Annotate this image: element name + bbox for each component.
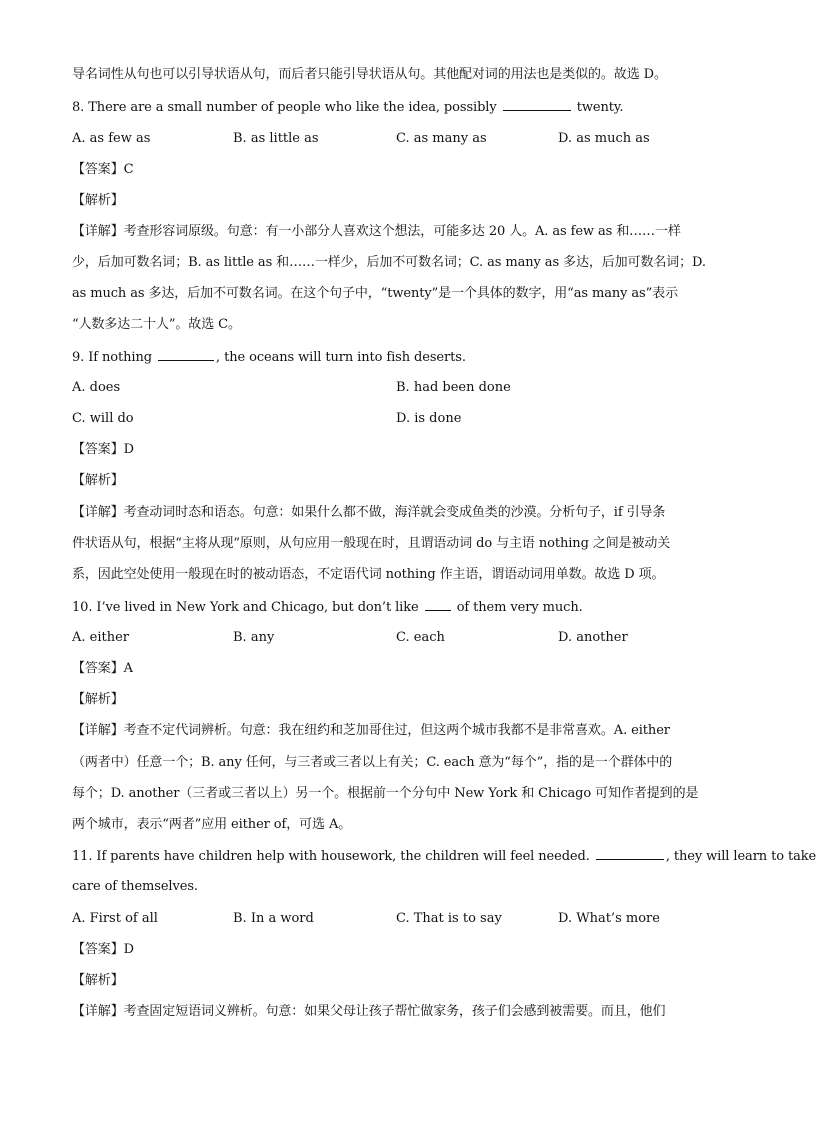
- question-9-stem-end: , the oceans will turn into fish deserts.: [216, 350, 466, 365]
- question-11-stem-continued: care of themselves.: [72, 879, 198, 894]
- question-10-detail-line: 每个；D. another（三者或三者以上）另一个。根据前一个分句中 New York 和 Chicago 可知作者提到的是: [72, 786, 699, 801]
- answer-blank: [503, 98, 571, 111]
- question-9-option-b: B. had been done: [396, 380, 511, 395]
- question-9-stem: [72, 348, 724, 367]
- question-8-detail-line: “人数多达二十人”。故选 C。: [72, 317, 241, 332]
- question-8-detail-line: 少，后加可数名词；B. as little as 和……一样少，后加不可数名词；C. as many as 多达，后加可数名词；D.: [72, 255, 706, 270]
- question-11-answer: 【答案】D: [72, 942, 134, 957]
- question-10-answer: 【答案】A: [72, 661, 133, 676]
- question-10-option-b: B. any: [233, 630, 275, 645]
- question-8-option-a: A. as few as: [72, 131, 151, 146]
- question-11-detail-line: 【详解】考查固定短语词义辨析。句意：如果父母让孩子帮忙做家务，孩子们会感到被需要。而且，他们: [72, 1004, 666, 1019]
- question-9-stem-start: 9. If nothing: [72, 350, 152, 365]
- question-9-option-d: D. is done: [396, 411, 462, 426]
- answer-blank: [425, 598, 451, 611]
- question-10-detail-line: 两个城市，表示“两者”应用 either of，可选 A。: [72, 817, 352, 832]
- question-8-stem: [72, 98, 724, 117]
- question-8-analysis-label: 【解析】: [72, 193, 124, 208]
- answer-blank: [596, 847, 664, 860]
- question-8-stem-end: twenty.: [576, 100, 624, 115]
- question-8-stem-start: 8. There are a small number of people who like the idea, possibly: [72, 100, 497, 115]
- question-10-detail-line: （两者中）任意一个；B. any 任何，与三者或三者以上有关；C. each 意为“每个”，指的是一个群体中的: [72, 755, 673, 770]
- question-8-detail-line: 【详解】考查形容词原级。句意：有一小部分人喜欢这个想法，可能多达 20 人。A. as few as 和……一样: [72, 224, 681, 239]
- question-9-option-a: A. does: [72, 380, 121, 395]
- question-10-stem-start: 10. I’ve lived in New York and Chicago, but don’t like: [72, 600, 419, 615]
- question-10-analysis-label: 【解析】: [72, 692, 124, 707]
- question-9-detail-line: 件状语从句，根据“主将从现”原则，从句应用一般现在时，且谓语动词 do 与主语 nothing 之间是被动关: [72, 536, 671, 551]
- question-11-option-b: B. In a word: [233, 911, 314, 926]
- question-9-detail-line: 【详解】考查动词时态和语态。句意：如果什么都不做，海洋就会变成鱼类的沙漠。分析句子，if 引导条: [72, 505, 666, 520]
- question-11-stem: [72, 847, 816, 866]
- question-8-option-b: B. as little as: [233, 131, 319, 146]
- question-10-option-c: C. each: [396, 630, 445, 645]
- question-11-analysis-label: 【解析】: [72, 973, 124, 988]
- question-8-answer: 【答案】C: [72, 162, 134, 177]
- intro-text: 导名词性从句也可以引导状语从句，而后者只能引导状语从句。其他配对词的用法也是类似的。故选 D。: [72, 67, 667, 82]
- question-8-option-c: C. as many as: [396, 131, 487, 146]
- question-11-stem-start: 11. If parents have children help with housework, the children will feel needed.: [72, 849, 590, 864]
- question-9-option-c: C. will do: [72, 411, 134, 426]
- answer-blank: [158, 348, 214, 361]
- question-10-option-a: A. either: [72, 630, 130, 645]
- question-11-option-a: A. First of all: [72, 911, 158, 926]
- question-8-option-d: D. as much as: [558, 131, 650, 146]
- question-10-stem-end: of them very much.: [456, 600, 583, 615]
- question-11-option-d: D. What’s more: [558, 911, 660, 926]
- question-9-answer: 【答案】D: [72, 442, 134, 457]
- question-10-option-d: D. another: [558, 630, 628, 645]
- question-10-stem: [72, 598, 724, 617]
- question-9-detail-line: 系，因此空处使用一般现在时的被动语态，不定语代词 nothing 作主语，谓语动词用单数。故选 D 项。: [72, 567, 665, 582]
- question-11-option-c: C. That is to say: [396, 911, 502, 926]
- question-11-stem-end: , they will learn to take: [665, 849, 816, 864]
- question-10-detail-line: 【详解】考查不定代词辨析。句意：我在纽约和芝加哥住过，但这两个城市我都不是非常喜欢。A. either: [72, 723, 670, 738]
- question-9-analysis-label: 【解析】: [72, 473, 124, 488]
- question-8-detail-line: as much as 多达，后加不可数名词。在这个句子中，“twenty”是一个具体的数字，用“as many as”表示: [72, 286, 678, 301]
